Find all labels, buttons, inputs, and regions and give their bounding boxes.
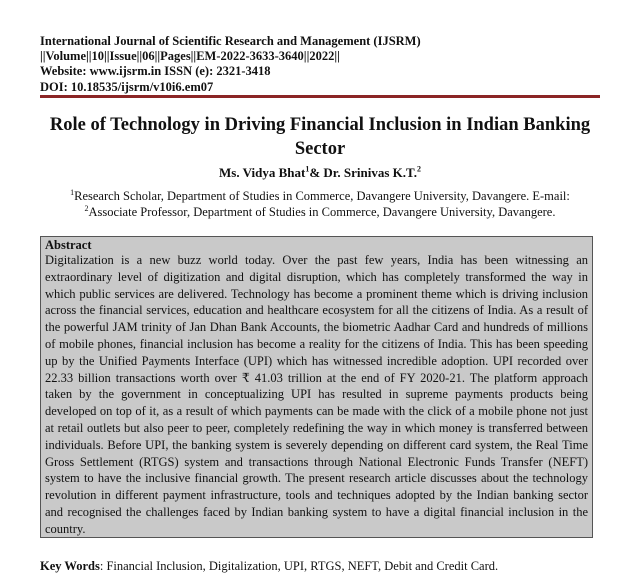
doi: DOI: 10.18535/ijsrm/v10i6.em07 (40, 79, 214, 94)
author-line (40, 165, 600, 181)
journal-header (40, 34, 600, 95)
abstract-heading: Abstract (45, 238, 92, 252)
abstract-body: Digitalization is a new buzz world today. Over the past few years, India has been witnessing an extraordinary level of digitization and digital disruption, which has completely transformed the way in which public services are delivered. Technology has become a prominent theme which is driving inclusion across the financial services, education and healthcare ecosystem for all the citizens of India. As a result of the powerful JAM trinity of Jan Dhan Bank Accounts, the biometric Aadhar Card and hundreds of millions of mobile phones, financial inclusion has become a reality for the citizens of India. This has been speeding up by the Unified Payments Interface (UPI) which has witnessed incredible adoption. UPI recorded over 22.33 billion transactions worth over ₹ 41.03 trillion at the end of FY 2020-21. The platform approach taken by the government in conceptualizing UPI has resulted in supreme payments products being developed on top of it, as a result of which payments can be made with the click of a mobile phone not just at retail outlets but also peer to peer, completely redefining the way in which money is transferred between individuals. Before UPI, the banking system is severely depending on different card system, the Real Time Gross Settlement (RTGS) system and transactions through National Electronic Funds Transfer (NEFT) system to have the inclusive financial growth. The present research article discusses about the technology revolution in different payment infrastructure, tools and techniques adopted by the Indian banking sector and recognised the challenges faced by Indian banking system to have a digital financial inclusion in the country. (45, 253, 588, 536)
paper-title: Role of Technology in Driving Financial Inclusion in Indian Banking Sector (49, 115, 591, 159)
author-separator: & Dr. Srinivas K.T. (309, 165, 417, 180)
header-divider (40, 95, 600, 98)
keywords-text: : Financial Inclusion, Digitalization, UPI, RTGS, NEFT, Debit and Credit Card. (99, 559, 499, 573)
keywords-label: Key Words (40, 559, 100, 573)
affiliations (40, 188, 600, 220)
website-issn: Website: www.ijsrm.in ISSN (e): 2321-3418 (40, 64, 271, 79)
author-1: Ms. Vidya Bhat (219, 165, 306, 180)
affiliation-2-sup: 2 (84, 203, 89, 213)
journal-name: International Journal of Scientific Research and Management (IJSRM) (40, 34, 421, 48)
affiliation-1 (40, 188, 600, 204)
affiliation-1-sup: 1 (70, 187, 75, 197)
keywords (40, 558, 600, 574)
affiliation-2 (40, 204, 600, 220)
abstract-box (40, 236, 593, 538)
volume-info: ||Volume||10||Issue||06||Pages||EM-2022-3633-3640||2022|| (40, 49, 340, 64)
affiliation-1-text: Research Scholar, Department of Studies in Commerce, Davangere University, Davangere. E-mail: (74, 189, 570, 203)
affiliation-2-text: Associate Professor, Department of Studies in Commerce, Davangere University, Davangere. (88, 205, 556, 219)
author-1-sup: 1 (305, 164, 310, 174)
author-2-sup: 2 (416, 164, 421, 174)
